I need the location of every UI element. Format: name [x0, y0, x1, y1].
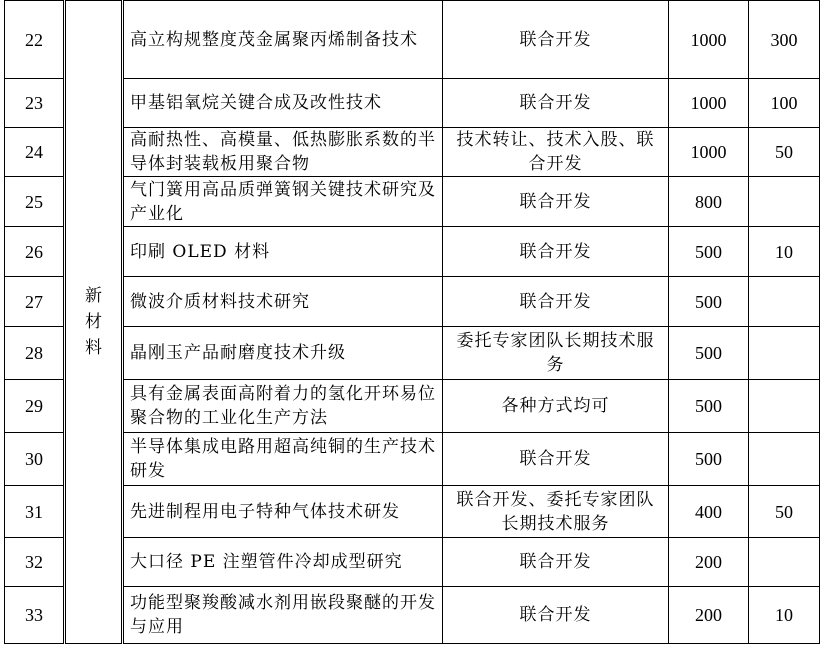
project-name: 先进制程用电子特种气体技术研发	[123, 486, 443, 538]
project-name: 大口径 PE 注塑管件冷却成型研究	[123, 538, 443, 587]
row-number: 30	[5, 433, 65, 486]
row-number: 22	[5, 1, 65, 79]
cooperation-mode: 委托专家团队长期技术服务	[443, 327, 669, 380]
row-number: 28	[5, 327, 65, 380]
investment-amount: 1000	[669, 1, 749, 79]
row-number: 29	[5, 380, 65, 433]
fee-amount	[749, 277, 820, 327]
table-row	[5, 327, 820, 380]
row-number: 32	[5, 538, 65, 587]
row-number: 25	[5, 177, 65, 227]
investment-amount: 800	[669, 177, 749, 227]
cooperation-mode: 联合开发	[443, 1, 669, 79]
investment-amount: 500	[669, 327, 749, 380]
fee-amount	[749, 380, 820, 433]
fee-amount: 50	[749, 128, 820, 177]
row-number: 31	[5, 486, 65, 538]
table-row	[5, 380, 820, 433]
table-row	[5, 177, 820, 227]
cooperation-mode: 联合开发	[443, 177, 669, 227]
table-row	[5, 128, 820, 177]
project-name: 具有金属表面高附着力的氢化开环易位聚合物的工业化生产方法	[123, 380, 443, 433]
project-name: 半导体集成电路用超高纯铜的生产技术研发	[123, 433, 443, 486]
row-number: 24	[5, 128, 65, 177]
project-name: 功能型聚羧酸减水剂用嵌段聚醚的开发与应用	[123, 587, 443, 644]
project-name: 高立构规整度茂金属聚丙烯制备技术	[123, 1, 443, 79]
cooperation-mode: 联合开发	[443, 79, 669, 128]
investment-amount: 500	[669, 227, 749, 277]
table-row	[5, 277, 820, 327]
project-name: 微波介质材料技术研究	[123, 277, 443, 327]
table-row	[5, 79, 820, 128]
investment-amount: 500	[669, 433, 749, 486]
fee-amount	[749, 433, 820, 486]
investment-amount: 1000	[669, 128, 749, 177]
category-cell	[65, 1, 123, 644]
table-row	[5, 587, 820, 644]
table-row	[5, 538, 820, 587]
cooperation-mode: 联合开发	[443, 433, 669, 486]
cooperation-mode: 联合开发	[443, 277, 669, 327]
table-row	[5, 1, 820, 79]
row-number: 26	[5, 227, 65, 277]
cooperation-mode: 技术转让、技术入股、联合开发	[443, 128, 669, 177]
table-row	[5, 227, 820, 277]
fee-amount: 300	[749, 1, 820, 79]
row-number: 33	[5, 587, 65, 644]
fee-amount	[749, 177, 820, 227]
cooperation-mode: 联合开发	[443, 227, 669, 277]
cooperation-mode: 联合开发	[443, 587, 669, 644]
investment-amount: 200	[669, 538, 749, 587]
row-number: 23	[5, 79, 65, 128]
fee-amount: 10	[749, 227, 820, 277]
project-name: 气门簧用高品质弹簧钢关键技术研究及产业化	[123, 177, 443, 227]
table-row	[5, 486, 820, 538]
project-name: 印刷 OLED 材料	[123, 227, 443, 277]
category-label: 新材料	[85, 286, 102, 358]
cooperation-mode: 各种方式均可	[443, 380, 669, 433]
fee-amount	[749, 327, 820, 380]
fee-amount: 50	[749, 486, 820, 538]
row-number: 27	[5, 277, 65, 327]
investment-amount: 1000	[669, 79, 749, 128]
investment-amount: 200	[669, 587, 749, 644]
fee-amount: 100	[749, 79, 820, 128]
table-body	[5, 1, 820, 644]
investment-amount: 500	[669, 380, 749, 433]
project-table	[4, 0, 820, 644]
investment-amount: 500	[669, 277, 749, 327]
project-name: 高耐热性、高模量、低热膨胀系数的半导体封装载板用聚合物	[123, 128, 443, 177]
project-name: 晶刚玉产品耐磨度技术升级	[123, 327, 443, 380]
cooperation-mode: 联合开发	[443, 538, 669, 587]
table-row	[5, 433, 820, 486]
fee-amount: 10	[749, 587, 820, 644]
fee-amount	[749, 538, 820, 587]
investment-amount: 400	[669, 486, 749, 538]
project-name: 甲基铝氧烷关键合成及改性技术	[123, 79, 443, 128]
cooperation-mode: 联合开发、委托专家团队长期技术服务	[443, 486, 669, 538]
